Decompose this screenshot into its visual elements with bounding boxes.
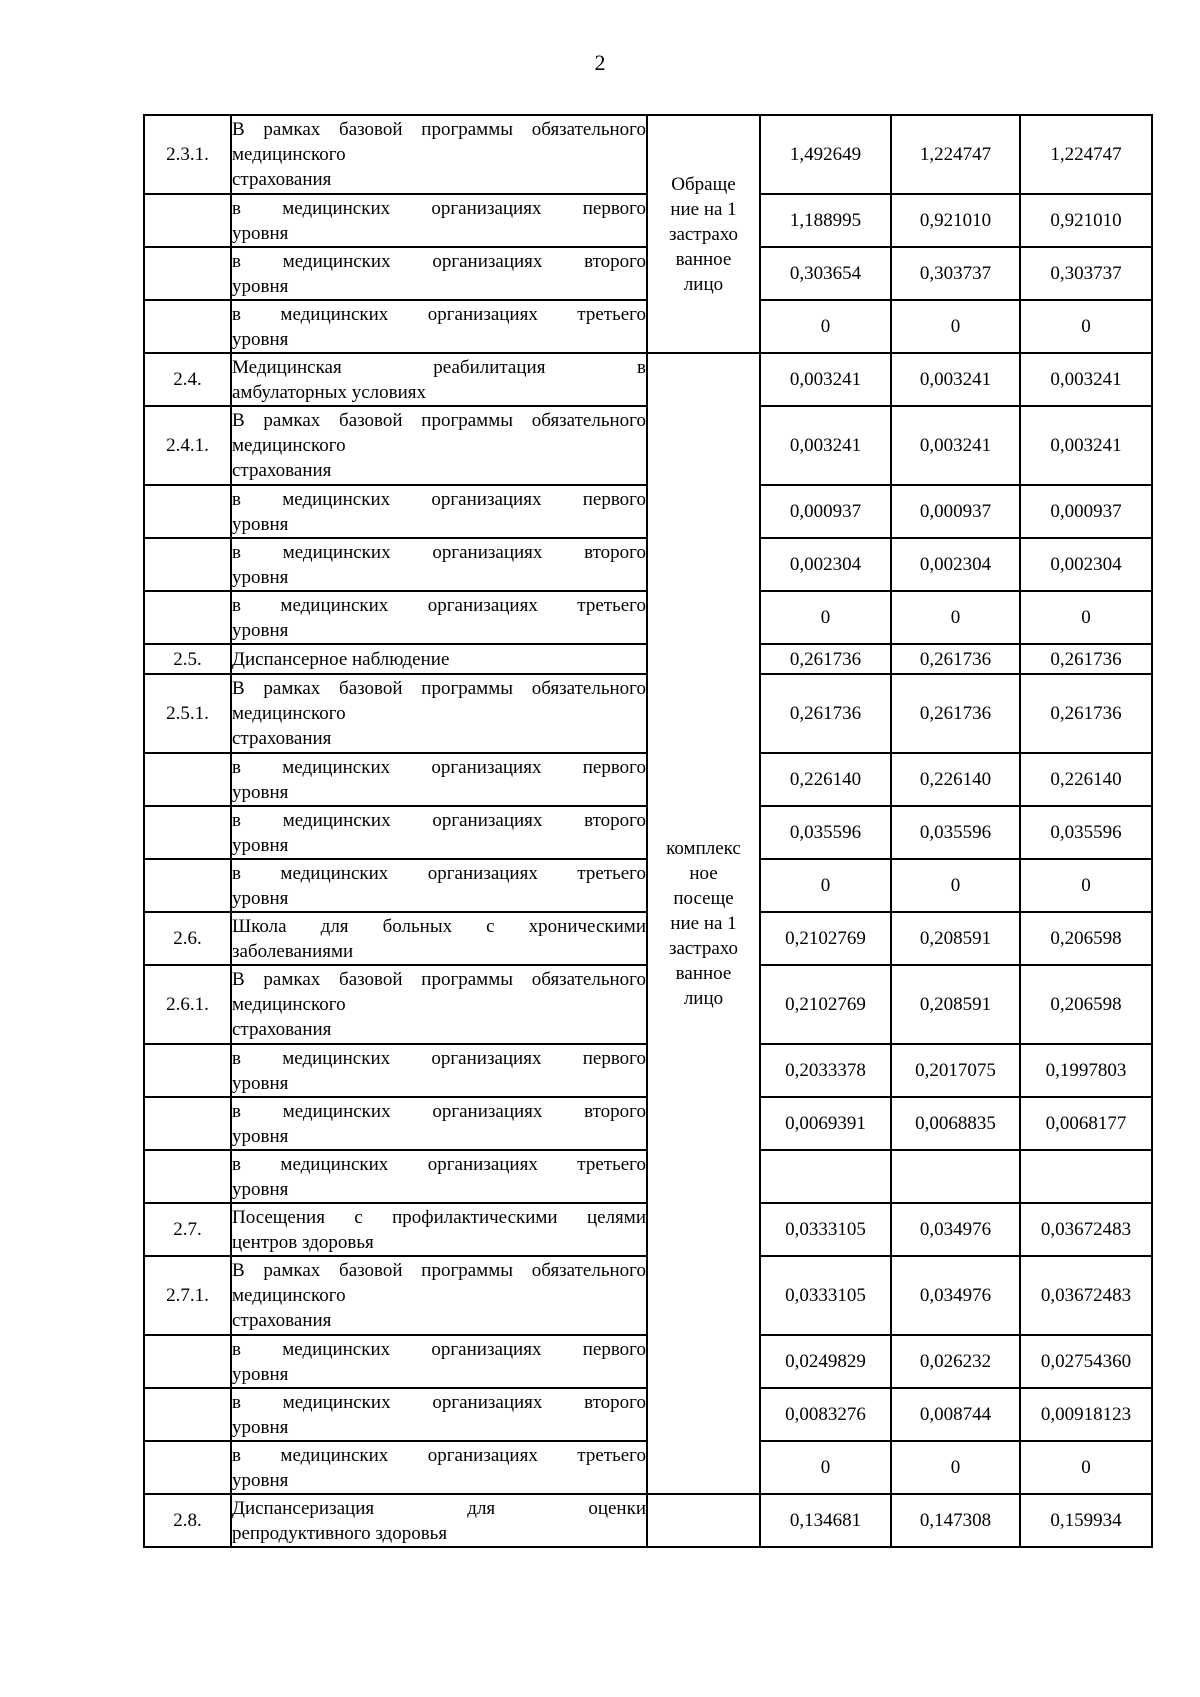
row-name — [231, 1203, 647, 1256]
value-cell-1: 0,0333105 — [760, 1256, 891, 1335]
row-name — [231, 1256, 647, 1335]
row-name — [231, 538, 647, 591]
row-name-line: уровня — [232, 1363, 289, 1385]
row-name-line: уровня — [232, 328, 289, 350]
row-name-line: амбулаторных условиях — [232, 381, 427, 403]
row-name-line: уровня — [232, 513, 289, 535]
value-cell-2: 0 — [891, 859, 1020, 912]
value-cell-3: 0,02754360 — [1020, 1335, 1152, 1388]
value-cell-1: 0,003241 — [760, 406, 891, 485]
row-number: 2.8. — [144, 1494, 231, 1547]
value-cell-2: 0,008744 — [891, 1388, 1020, 1441]
value-cell-2: 0 — [891, 1441, 1020, 1494]
row-number: 2.5. — [144, 644, 231, 674]
row-name-line: в медицинских организациях третьего — [232, 303, 646, 325]
row-name-line: Медицинская реабилитация в — [232, 356, 646, 378]
value-cell-2: 0,026232 — [891, 1335, 1020, 1388]
row-number — [144, 538, 231, 591]
value-cell-3: 0,159934 — [1020, 1494, 1152, 1547]
row-number: 2.7. — [144, 1203, 231, 1256]
value-cell-2 — [891, 1150, 1020, 1203]
value-cell-3: 0,0068177 — [1020, 1097, 1152, 1150]
value-cell-3: 0,303737 — [1020, 247, 1152, 300]
value-cell-1: 0 — [760, 859, 891, 912]
value-cell-2: 0,2017075 — [891, 1044, 1020, 1097]
row-number — [144, 591, 231, 644]
row-name — [231, 300, 647, 353]
row-name-line: Посещения с профилактическими целями — [232, 1206, 646, 1228]
value-cell-2: 0,035596 — [891, 806, 1020, 859]
row-name-line: уровня — [232, 1178, 289, 1200]
unit-line: лицо — [683, 988, 724, 1009]
row-name — [231, 1441, 647, 1494]
value-cell-1: 0 — [760, 300, 891, 353]
unit-cell — [647, 353, 760, 1494]
row-name-line: в медицинских организациях первого — [232, 197, 646, 219]
row-name-line: в медицинских организациях третьего — [232, 1153, 646, 1175]
value-cell-3 — [1020, 1150, 1152, 1203]
row-name-line: уровня — [232, 275, 289, 297]
row-number — [144, 1388, 231, 1441]
value-cell-2: 0,261736 — [891, 674, 1020, 753]
row-name — [231, 591, 647, 644]
value-cell-1: 0,261736 — [760, 674, 891, 753]
row-name — [231, 406, 647, 485]
value-cell-3: 0,002304 — [1020, 538, 1152, 591]
row-number — [144, 300, 231, 353]
unit-line: посеще — [673, 888, 734, 909]
row-name — [231, 247, 647, 300]
unit-cell — [647, 1494, 760, 1547]
row-number — [144, 247, 231, 300]
value-cell-2: 0,147308 — [891, 1494, 1020, 1547]
row-name — [231, 1097, 647, 1150]
value-cell-2: 0,303737 — [891, 247, 1020, 300]
value-cell-1: 0,134681 — [760, 1494, 891, 1547]
row-name-line: в медицинских организациях второго — [232, 1100, 646, 1122]
row-name — [231, 965, 647, 1044]
value-cell-3: 0 — [1020, 591, 1152, 644]
value-cell-3: 0,261736 — [1020, 674, 1152, 753]
value-cell-1 — [760, 1150, 891, 1203]
row-name-line: уровня — [232, 887, 289, 909]
row-name-line: В рамках базовой программы обязательного медицинского — [232, 410, 646, 456]
row-name-line: В рамках базовой программы обязательного медицинского — [232, 1260, 646, 1306]
value-cell-1: 0 — [760, 591, 891, 644]
value-cell-3: 0,03672483 — [1020, 1203, 1152, 1256]
row-name-line: в медицинских организациях третьего — [232, 1444, 646, 1466]
row-name-line: в медицинских организациях первого — [232, 756, 646, 778]
row-name-line: уровня — [232, 222, 289, 244]
row-name — [231, 912, 647, 965]
row-name-line: в медицинских организациях первого — [232, 1338, 646, 1360]
value-cell-2: 1,224747 — [891, 115, 1020, 194]
row-name-line: в медицинских организациях второго — [232, 809, 646, 831]
value-cell-3: 0,226140 — [1020, 753, 1152, 806]
unit-line: комплекс — [666, 838, 741, 859]
row-name-line: В рамках базовой программы обязательного медицинского — [232, 969, 646, 1015]
value-cell-1: 0,000937 — [760, 485, 891, 538]
value-cell-3: 0,003241 — [1020, 353, 1152, 406]
value-cell-1: 0 — [760, 1441, 891, 1494]
row-name-line: Школа для больных с хроническими — [232, 915, 646, 937]
row-name — [231, 1044, 647, 1097]
value-cell-1: 0,2102769 — [760, 912, 891, 965]
row-number: 2.6.1. — [144, 965, 231, 1044]
row-name — [231, 194, 647, 247]
row-number: 2.4. — [144, 353, 231, 406]
value-cell-2: 0,226140 — [891, 753, 1020, 806]
value-cell-1: 0,035596 — [760, 806, 891, 859]
row-name-line: в медицинских организациях второго — [232, 250, 646, 272]
row-number — [144, 859, 231, 912]
row-name-line: в медицинских организациях третьего — [232, 862, 646, 884]
value-cell-3: 0,000937 — [1020, 485, 1152, 538]
row-name — [231, 1150, 647, 1203]
row-name-line: страхования — [232, 1019, 332, 1040]
page-number: 2 — [594, 50, 606, 75]
value-cell-3: 0,261736 — [1020, 644, 1152, 674]
row-name-line: Диспансерное наблюдение — [232, 648, 450, 670]
row-name-line: В рамках базовой программы обязательного медицинского — [232, 119, 646, 165]
value-cell-1: 0,0249829 — [760, 1335, 891, 1388]
unit-line: ное — [689, 863, 718, 884]
row-number — [144, 1097, 231, 1150]
value-cell-1: 1,492649 — [760, 115, 891, 194]
row-number — [144, 1441, 231, 1494]
value-cell-2: 0 — [891, 591, 1020, 644]
row-name-line: уровня — [232, 1416, 289, 1438]
value-cell-2: 0,034976 — [891, 1256, 1020, 1335]
row-name — [231, 115, 647, 194]
value-cell-2: 0,261736 — [891, 644, 1020, 674]
row-number — [144, 1335, 231, 1388]
row-name-line: заболеваниями — [232, 940, 354, 962]
value-cell-1: 0,0333105 — [760, 1203, 891, 1256]
row-name-line: Диспансеризация для оценки — [232, 1497, 646, 1519]
value-cell-3: 0,206598 — [1020, 965, 1152, 1044]
value-cell-2: 0 — [891, 300, 1020, 353]
table-row — [144, 353, 1152, 406]
row-name-line: уровня — [232, 619, 289, 641]
row-name-line: уровня — [232, 781, 289, 803]
value-cell-1: 0,003241 — [760, 353, 891, 406]
value-cell-3: 1,224747 — [1020, 115, 1152, 194]
value-cell-3: 0,003241 — [1020, 406, 1152, 485]
value-cell-1: 0,0083276 — [760, 1388, 891, 1441]
unit-line: ванное — [675, 248, 732, 270]
row-name — [231, 859, 647, 912]
row-name-line: страхования — [232, 728, 332, 749]
row-number: 2.4.1. — [144, 406, 231, 485]
value-cell-3: 0 — [1020, 300, 1152, 353]
row-name-line: в медицинских организациях первого — [232, 1047, 646, 1069]
value-cell-3: 0,03672483 — [1020, 1256, 1152, 1335]
row-name — [231, 353, 647, 406]
row-number — [144, 806, 231, 859]
row-name-line: страхования — [232, 460, 332, 481]
row-number: 2.5.1. — [144, 674, 231, 753]
value-cell-1: 0,002304 — [760, 538, 891, 591]
row-name-line: уровня — [232, 834, 289, 856]
unit-line: ние на 1 — [670, 198, 737, 220]
table-row — [144, 1494, 1152, 1547]
value-cell-3: 0,1997803 — [1020, 1044, 1152, 1097]
value-cell-1: 0,2033378 — [760, 1044, 891, 1097]
value-cell-2: 0,034976 — [891, 1203, 1020, 1256]
row-name-line: в медицинских организациях первого — [232, 488, 646, 510]
unit-line: ние на 1 — [670, 913, 737, 934]
value-cell-3: 0 — [1020, 1441, 1152, 1494]
value-cell-2: 0,0068835 — [891, 1097, 1020, 1150]
value-cell-2: 0,921010 — [891, 194, 1020, 247]
value-cell-1: 0,226140 — [760, 753, 891, 806]
row-number — [144, 485, 231, 538]
row-name — [231, 1388, 647, 1441]
indicators-table — [143, 114, 1153, 1548]
unit-cell — [647, 115, 760, 353]
value-cell-2: 0,003241 — [891, 353, 1020, 406]
row-name-line: в медицинских организациях второго — [232, 1391, 646, 1413]
value-cell-1: 1,188995 — [760, 194, 891, 247]
value-cell-1: 0,2102769 — [760, 965, 891, 1044]
row-number — [144, 753, 231, 806]
unit-line: ванное — [675, 963, 732, 984]
value-cell-2: 0,208591 — [891, 912, 1020, 965]
row-name — [231, 753, 647, 806]
row-name-line: уровня — [232, 566, 289, 588]
row-number: 2.6. — [144, 912, 231, 965]
value-cell-3: 0,00918123 — [1020, 1388, 1152, 1441]
value-cell-2: 0,002304 — [891, 538, 1020, 591]
row-number — [144, 1150, 231, 1203]
row-number — [144, 194, 231, 247]
row-name-line: центров здоровья — [232, 1231, 374, 1253]
row-name — [231, 1335, 647, 1388]
value-cell-2: 0,000937 — [891, 485, 1020, 538]
value-cell-1: 0,261736 — [760, 644, 891, 674]
row-name-line: В рамках базовой программы обязательного медицинского — [232, 678, 646, 724]
row-name-line: уровня — [232, 1469, 289, 1491]
row-name-line: уровня — [232, 1125, 289, 1147]
value-cell-2: 0,208591 — [891, 965, 1020, 1044]
row-name-line: страхования — [232, 169, 332, 190]
row-number — [144, 1044, 231, 1097]
row-name-line: в медицинских организациях второго — [232, 541, 646, 563]
unit-line: лицо — [683, 273, 724, 295]
row-name — [231, 644, 647, 674]
row-name-line: страхования — [232, 1310, 332, 1331]
row-name — [231, 674, 647, 753]
row-name — [231, 1494, 647, 1547]
row-name-line: уровня — [232, 1072, 289, 1094]
row-name-line: репродуктивного здоровья — [232, 1522, 448, 1544]
value-cell-3: 0,921010 — [1020, 194, 1152, 247]
table-row — [144, 115, 1152, 194]
value-cell-3: 0 — [1020, 859, 1152, 912]
unit-line: Обраще — [671, 173, 736, 195]
value-cell-3: 0,206598 — [1020, 912, 1152, 965]
unit-line: застрахо — [668, 223, 739, 245]
unit-line: застрахо — [668, 938, 739, 959]
row-name-line: в медицинских организациях третьего — [232, 594, 646, 616]
value-cell-1: 0,303654 — [760, 247, 891, 300]
row-number: 2.7.1. — [144, 1256, 231, 1335]
value-cell-3: 0,035596 — [1020, 806, 1152, 859]
row-name — [231, 485, 647, 538]
value-cell-2: 0,003241 — [891, 406, 1020, 485]
value-cell-1: 0,0069391 — [760, 1097, 891, 1150]
row-number: 2.3.1. — [144, 115, 231, 194]
row-name — [231, 806, 647, 859]
